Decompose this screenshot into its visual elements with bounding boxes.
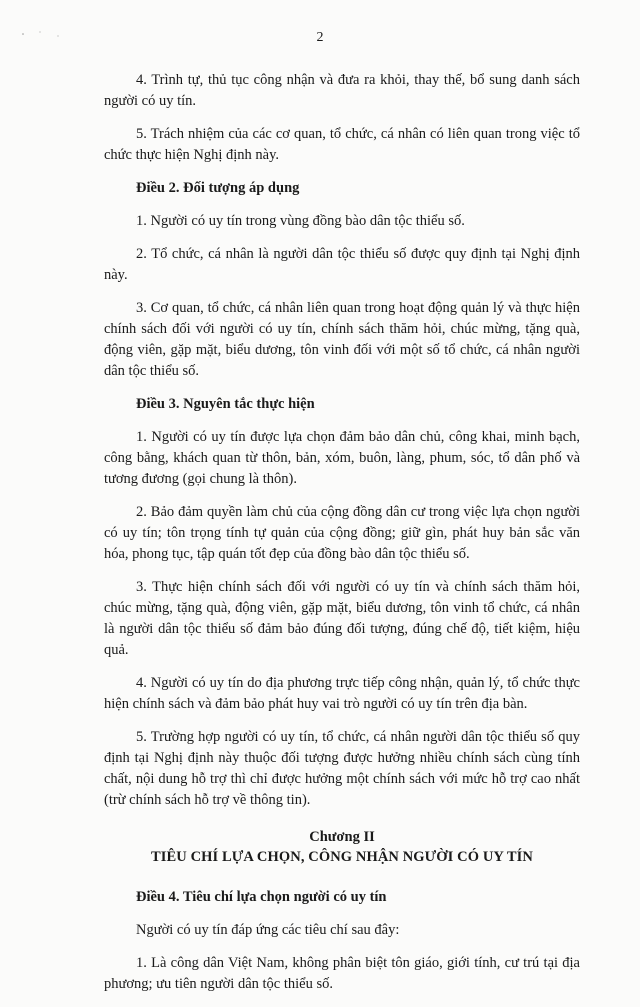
paragraph: 3. Thực hiện chính sách đối với người có uy tín và chính sách thăm hỏi, chúc mừng, tặng quà, động viên, gặp mặt, biểu dương, tôn vinh tổ chức, cá nhân là người dân tộc thiểu số đảm bảo đúng đối tượng, đúng chế độ, tiết kiệm, hiệu quả. (104, 579, 580, 658)
paragraph: 3. Cơ quan, tổ chức, cá nhân liên quan trong hoạt động quản lý và thực hiện chính sách đối với người có uy tín, chính sách thăm hỏi, chúc mừng, tặng quà, động viên, gặp mặt, biểu dương, tôn vinh đối với một số tổ chức, cá nhân người dân tộc thiểu số. (104, 300, 580, 379)
article-heading: Điều 4. Tiêu chí lựa chọn người có uy tín (136, 889, 387, 905)
page-number: 2 (316, 30, 324, 45)
paragraph: 1. Là công dân Việt Nam, không phân biệt tôn giáo, giới tính, cư trú tại địa phương; ưu tiên người dân tộc thiểu số. (104, 955, 580, 992)
paragraph: 4. Người có uy tín do địa phương trực tiếp công nhận, quản lý, tổ chức thực hiện chính sách và đảm bảo phát huy vai trò người có uy tín trên địa bàn. (104, 675, 580, 712)
paragraph: 5. Trách nhiệm của các cơ quan, tổ chức, cá nhân có liên quan trong việc tổ chức thực hiện Nghị định này. (104, 126, 580, 163)
chapter-block (104, 827, 580, 867)
paragraph: 2. Tổ chức, cá nhân là người dân tộc thiểu số được quy định tại Nghị định này. (104, 246, 580, 283)
paragraph: 2. Bảo đảm quyền làm chủ của cộng đồng dân cư trong việc lựa chọn người có uy tín; tôn trọng tính tự quản của cộng đồng; giữ gìn, phát huy bản sắc văn hóa, phong tục, tập quán tốt đẹp của đồng bào dân tộc thiểu số. (104, 504, 580, 562)
chapter-title: TIÊU CHÍ LỰA CHỌN, CÔNG NHẬN NGƯỜI CÓ UY TÍN (151, 849, 533, 865)
paragraph: 4. Trình tự, thủ tục công nhận và đưa ra khỏi, thay thế, bổ sung danh sách người có uy tín. (104, 72, 580, 109)
paragraph: 1. Người có uy tín trong vùng đồng bào dân tộc thiểu số. (136, 213, 465, 229)
document-body (104, 70, 580, 1007)
paragraph: 1. Người có uy tín được lựa chọn đảm bảo dân chủ, công khai, minh bạch, công bằng, khách quan từ thôn, bản, xóm, buôn, làng, phum, sóc, tổ dân phố và tương đương (gọi chung là thôn). (104, 429, 580, 487)
article-heading: Điều 3. Nguyên tắc thực hiện (136, 396, 315, 412)
chapter-label: Chương II (309, 829, 375, 845)
paragraph: Người có uy tín đáp ứng các tiêu chí sau đây: (136, 922, 400, 938)
paragraph: 5. Trường hợp người có uy tín, tổ chức, cá nhân người dân tộc thiểu số quy định tại Nghị định này thuộc đối tượng được hưởng nhiều chính sách cùng tính chất, nội dung hỗ trợ thì chỉ được hưởng một chính sách với mức hỗ trợ cao nhất (trừ chính sách hỗ trợ về thông tin). (104, 729, 580, 808)
article-heading: Điều 2. Đối tượng áp dụng (136, 180, 300, 196)
